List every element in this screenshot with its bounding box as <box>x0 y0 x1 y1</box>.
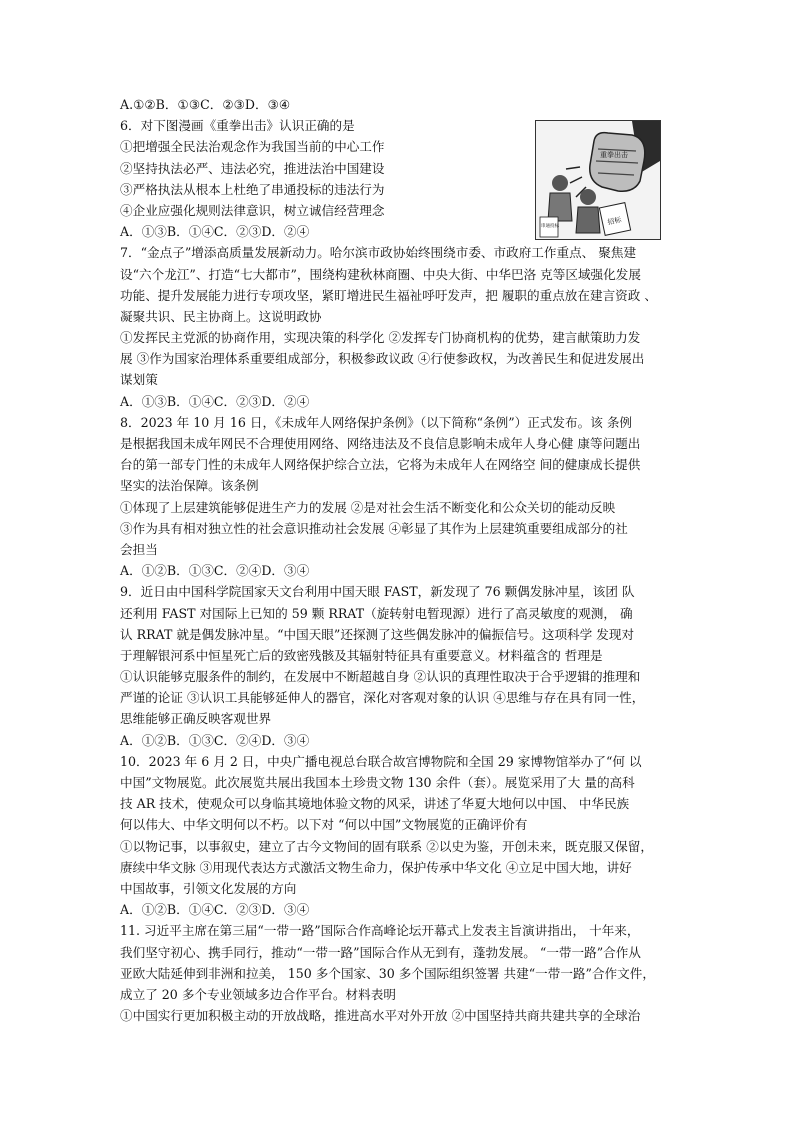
question-9-answers: A．①②B．①③C．②④D．③④ <box>120 732 310 748</box>
question-7-stem-line-3: 功能、提升发展能力进行专项攻坚，紧盯增进民生福祉呼吁发声，把 履职的重点放在建言资政 、 <box>120 287 657 303</box>
question-8-options-line-3: 会担当 <box>120 541 158 557</box>
question-8-stem-line-3: 台的第一部专门性的未成年人网络保护综合立法，它将为未成年人在网络空 间的健康成长提供 <box>120 457 641 473</box>
question-6-stem: 6．对下图漫画《重拳出击》认识正确的是 <box>120 118 355 134</box>
fist-label: 重拳出击 <box>600 151 628 159</box>
question-7-options-line-2: 展 ③作为国家治理体系重要组成部分，积极参政议政 ④行使参政权，为改善民生和促进发展出 <box>120 351 645 367</box>
question-9-stem-line-3: 认 RRAT 就是偶发脉冲星。“中国天眼”还探测了这些偶发脉冲的偏振信号。这项科学 发现对 <box>120 626 635 642</box>
answer-options-5: A.①②B．①③C．②③D．③④ <box>120 97 291 112</box>
question-11-options-line-1: ①中国实行更加积极主动的开放战略，推进高水平对外开放 ②中国坚持共商共建共享的全球治 <box>120 1008 641 1024</box>
question-7-stem-line-4: 凝聚共识、民主协商上。这说明政协 <box>120 308 322 324</box>
question-9-stem-line-1: 9．近日由中国科学院国家天文台利用中国天眼 FAST，新发现了 76 颗偶发脉冲星，该团 队 <box>120 584 635 600</box>
question-7-options-line-1: ①发挥民主党派的协商作用，实现决策的科学化 ②发挥专门协商机构的优势，建言献策助力发 <box>120 330 641 346</box>
question-8-options-line-1: ①体现了上层建筑能够促进生产力的发展 ②是对社会生活不断变化和公众关切的能动反映 <box>120 499 616 515</box>
question-10-stem-line-2: 中国”文物展览。此次展览共展出我国本土珍贵文物 130 余件（套）。展览采用了大 量的高科 <box>120 775 635 790</box>
question-10-answers: A．①②B．①④C．②③D．③④ <box>120 902 310 918</box>
figure-right-body <box>576 207 600 233</box>
question-11-stem-line-4: 成立了 20 多个专业领域多边合作平台。材料表明 <box>120 986 396 1002</box>
question-10-options-line-2: 赓续中华文脉 ③用现代表达方式激活文物生命力，保护传承中华文化 ④立足中国大地，讲好 <box>120 859 632 875</box>
question-7-stem-line-1: 7．“金点子”增添高质量发展新动力。哈尔滨市政协始终围绕市委、市政府工作重点、 聚焦建 <box>120 245 637 261</box>
question-11-stem-line-1: 11. 习近平主席在第三届“一带一路”国际合作高峰论坛开幕式上发表主旨演讲指出， 十年来， <box>120 923 640 939</box>
question-10-stem-line-3: 技 AR 技术，使观众可以身临其境地体验文物的风采，讲述了华夏大地何以中国、 中华民族 <box>120 796 630 812</box>
question-8-stem-line-4: 坚实的法治保障。该条例 <box>120 478 259 494</box>
question-8-stem-line-1: 8．2023 年 10 月 16 日，《未成年人网络保护条例》（以下简称“条例”）正式发布。该 条例 <box>120 414 633 430</box>
question-6-option-3: ③严格执法从根本上杜绝了串通投标的违法行为 <box>120 181 385 197</box>
question-10-options-line-3: 中国故事，引领文化发展的方向 <box>120 880 297 896</box>
question-10-stem-line-1: 10．2023 年 6 月 2 日，中央广播电视总台联合故宫博物院和全国 29 家博物馆举办了“何 以 <box>120 753 642 769</box>
question-9-options-line-3: 思维能够正确反映客观世界 <box>120 711 272 727</box>
figure-right-head <box>580 189 596 205</box>
question-7-options-line-3: 谋划策 <box>120 372 158 388</box>
badge-label: 串通投标 <box>541 224 559 229</box>
question-9-stem-line-2: 还利用 FAST 对国际上已知的 59 颗 RRAT（旋转射电暂现源）进行了高灵敏度的观测， 确 <box>120 605 633 621</box>
figure-left-head <box>552 175 568 191</box>
question-9-options-line-2: 严谨的论证 ③认识工具能够延伸人的器官，深化对客观对象的认识 ④思维与存在具有同一性， <box>120 690 645 706</box>
question-8-stem-line-2: 是根据我国未成年网民不合理使用网络、网络违法及不良信息影响未成年人身心健 康等问题出 <box>120 436 641 451</box>
question-6-option-1: ①把增强全民法治观念作为我国当前的中心工作 <box>120 139 385 155</box>
question-6-option-2: ②坚持执法必严、违法必究，推进法治中国建设 <box>120 160 385 176</box>
question-10-stem-line-4: 何以伟大、中华文明何以不朽。以下对 “何以中国”文物展览的正确评价有 <box>120 817 528 833</box>
question-11-stem-line-3: 亚欧大陆延伸到非洲和拉美， 150 多个国家、30 多个国际组织签署 共建“一带一路”合作文件， <box>120 965 655 981</box>
question-6-answers: A．①③B．①④C．②③D．②④ <box>120 224 310 240</box>
cartoon-heavy-punch <box>535 120 661 240</box>
question-11-stem-line-2: 我们坚守初心、携手同行，推动“一带一路”国际合作从无到有，蓬勃发展。 “一带一路”合作从 <box>120 944 641 960</box>
question-10-options-line-1: ①以物记事，以事叙史，建立了古今文物间的固有联系 ②以史为鉴，开创未来，既克服又保留， <box>120 838 653 854</box>
question-9-stem-line-4: 于理解银河系中恒星死亡后的致密残骸及其辐射特征具有重要意义。材料蕴含的 哲理是 <box>120 647 603 663</box>
question-7-answers: A．①③B．①④C．②③D．②④ <box>120 393 310 409</box>
question-9-options-line-1: ①认识能够克服条件的制约，在发展中不断超越自身 ②认识的真理性取决于合乎逻辑的推理和 <box>120 669 641 685</box>
cartoon-drawing <box>536 121 660 239</box>
question-6-option-4: ④企业应强化规则法律意识，树立诚信经营理念 <box>120 202 385 218</box>
question-8-answers: A．①②B．①③C．②④D．③④ <box>120 563 310 579</box>
document-label: 招标 <box>606 215 623 227</box>
question-7-stem-line-2: 设“六个龙江”、打造“七大都市”，围绕构建秋林商圈、中央大街、中华巴洛 克等区域强化发展 <box>120 266 641 282</box>
question-8-options-line-2: ③作为具有相对独立性的社会意识推动社会发展 ④彰显了其作为上层建筑重要组成部分的社 <box>120 520 628 536</box>
